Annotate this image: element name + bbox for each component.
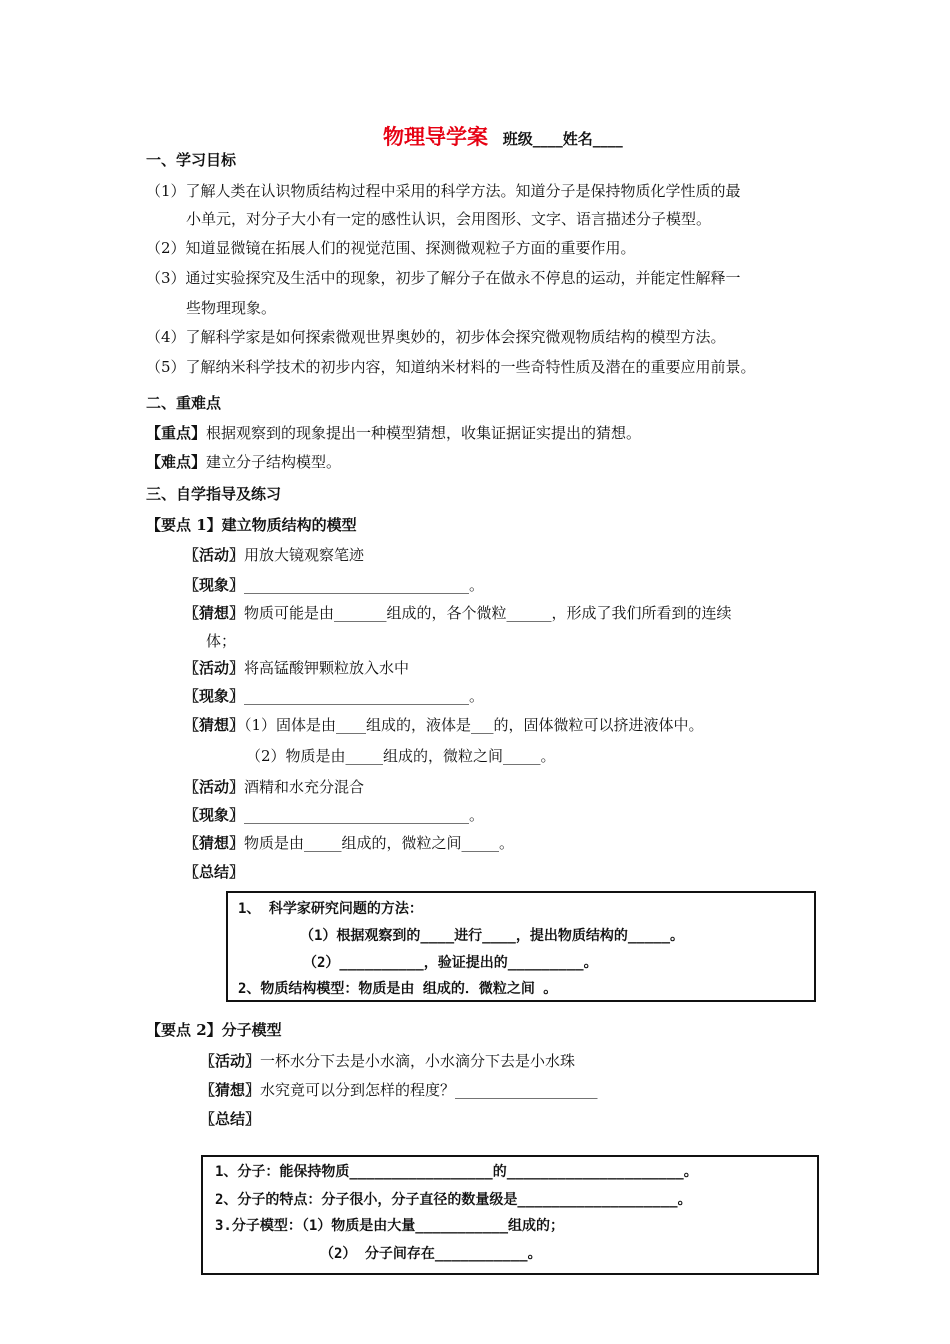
activity-line: 〖活动〗用放大镜观察笔迹 bbox=[184, 546, 365, 564]
goal-line: （3）通过实验探究及生活中的现象，初步了解分子在做永不停息的运动，并能定性解释一 bbox=[146, 269, 741, 287]
goal-line: 些物理现象。 bbox=[186, 299, 277, 317]
section3-heading: 三、自学指导及练习 bbox=[146, 485, 282, 503]
difficulty-line bbox=[146, 452, 341, 472]
box1-line: （2）__________，验证提出的_________。 bbox=[303, 955, 598, 971]
k1-heading: 【要点 1】建立物质结构的模型 bbox=[146, 516, 357, 534]
key-point-tag: 【重点】 bbox=[146, 424, 207, 442]
goal-line: （1）了解人类在认识物质结构过程中采用的科学方法。知道分子是保持物质化学性质的最 bbox=[146, 182, 741, 200]
section2-heading: 二、重难点 bbox=[146, 394, 222, 412]
summary-label: 〖总结〗 bbox=[200, 1110, 261, 1128]
goal-line: 小单元，对分子大小有一定的感性认识，会用图形、文字、语言描述分子模型。 bbox=[186, 210, 712, 228]
activity-line: 〖活动〗一杯水分下去是小水滴，小水滴分下去是小水珠 bbox=[200, 1052, 576, 1070]
box2-line: 2、分子的特点：分子很小，分子直径的数量级是___________________。 bbox=[215, 1192, 692, 1208]
goal-line: （2）知道显微镜在拓展人们的视觉范围、探测微观粒子方面的重要作用。 bbox=[146, 239, 636, 257]
box2-line: 1、分子：能保持物质_________________的_____________________。 bbox=[215, 1164, 698, 1180]
box1-line: （1）根据观察到的____进行____，提出物质结构的_____。 bbox=[300, 928, 685, 944]
goal-line: （4）了解科学家是如何探索微观世界奥妙的，初步体会探究微观物质结构的模型方法。 bbox=[146, 328, 726, 346]
guess-line: 〖猜想〗物质是由_____组成的，微粒之间_____。 bbox=[184, 834, 515, 852]
key-point-line bbox=[146, 423, 641, 443]
guess-line: 〖猜想〗（1）固体是由____组成的，液体是___的，固体微粒可以挤进液体中。 bbox=[184, 716, 704, 734]
box1-line: 2、物质结构模型：物质是由 组成的．微粒之间 。 bbox=[238, 981, 558, 997]
goal-line: （5）了解纳米科学技术的初步内容，知道纳米材料的一些奇特性质及潜在的重要应用前景。 bbox=[146, 358, 756, 376]
activity-line: 〖活动〗将高锰酸钾颗粒放入水中 bbox=[184, 659, 410, 677]
page-title bbox=[383, 124, 623, 152]
box2-line: （2） 分子间存在___________。 bbox=[320, 1246, 542, 1262]
guess-continuation: （2）物质是由_____组成的，微粒之间_____。 bbox=[246, 747, 556, 765]
guess-line: 〖猜想〗水究竟可以分到怎样的程度？___________________ bbox=[200, 1081, 598, 1099]
box1-line: 1、 科学家研究问题的方法： bbox=[238, 901, 423, 917]
difficulty-tag: 【难点】 bbox=[146, 453, 207, 471]
guess-continuation: 体； bbox=[206, 632, 237, 650]
difficulty-text: 建立分子结构模型。 bbox=[206, 453, 342, 471]
section1-heading: 一、学习目标 bbox=[146, 151, 237, 169]
guess-line: 〖猜想〗物质可能是由_______组成的，各个微粒______，形成了我们所看到的连续 bbox=[184, 604, 732, 622]
box2-line: 3.分子模型：（1）物质是由大量___________组成的； bbox=[215, 1218, 565, 1234]
key-point-text: 根据观察到的现象提出一种模型猜想，收集证据证实提出的猜想。 bbox=[206, 424, 642, 442]
phenomenon-line: 〖现象〗______________________________。 bbox=[184, 806, 485, 824]
title-meta: 班级____姓名____ bbox=[502, 130, 623, 148]
title-main: 物理导学案 bbox=[383, 124, 488, 149]
activity-line: 〖活动〗酒精和水充分混合 bbox=[184, 778, 365, 796]
summary-label: 〖总结〗 bbox=[184, 863, 245, 881]
phenomenon-line: 〖现象〗______________________________。 bbox=[184, 576, 485, 594]
phenomenon-line: 〖现象〗______________________________。 bbox=[184, 687, 485, 705]
k2-heading: 【要点 2】分子模型 bbox=[146, 1021, 282, 1039]
